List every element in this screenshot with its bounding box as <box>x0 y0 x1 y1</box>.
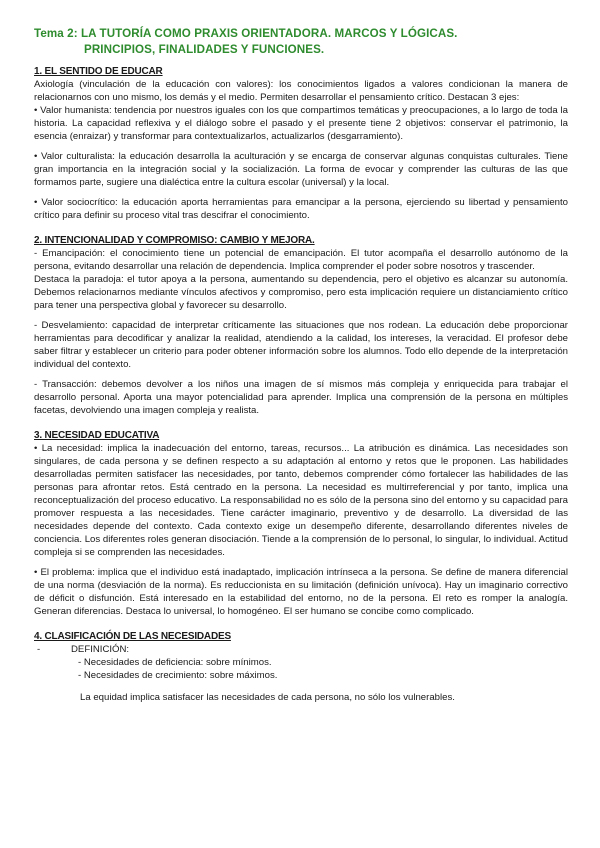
section-heading-3: 3. NECESIDAD EDUCATIVA <box>34 430 160 441</box>
document-body <box>34 65 568 704</box>
section-3-problem: • El problema: implica que el individuo está inadaptado, implicación intrínseca a la persona. Se define de manera diferencial de una norma (desviación de la norma). Es reduccionista en su limitación (definición unívoca). Hay un imaginario correctivo de déficit o disfunción. Está interesado en la estabilidad del entorno, no de la persona. El reto es romper la analogía. Generan diferencias. Destaca lo universal, lo homogéneo. El ser humano se concibe como complicado. <box>34 567 568 617</box>
section-1-culturalist: • Valor culturalista: la educación desarrolla la aculturación y se encarga de conservar algunas conquistas culturales. Tiene gran importancia en la integración social y la socialización. La forma de evocar y comprender las culturas de las que formamos parte, sugiere una dialéctica entre la cultura escolar (universal) y la local. <box>34 151 568 188</box>
definition-list <box>34 643 568 682</box>
list-dash: - <box>37 644 41 655</box>
section-2-paradox: Destaca la paradoja: el tutor apoya a la persona, aumentando su dependencia, pero el objetivo es alcanzar su autonomía. Debemos relacionarnos mediante vínculos afectivos y compromiso, pero esta implicación requiere un distanciamiento crítico para tener una perspectiva global y favorecer su desarrollo. <box>34 274 568 311</box>
title-line-2: PRINCIPIOS, FINALIDADES Y FUNCIONES. <box>84 43 325 56</box>
section-2-unveiling: - Desvelamiento: capacidad de interpretar críticamente las situaciones que nos rodean. La educación debe proporcionar herramientas para decodificar y analizar la realidad, atendiendo a la calidad, los intereses, la veracidad. El profesor debe saber filtrar y establecer un criterio para poder obtener información sobre los alumnos. Todo ello depende de la interpretación individual del contexto. <box>34 320 568 370</box>
title-line-1: Tema 2: LA TUTORÍA COMO PRAXIS ORIENTADORA. MARCOS Y LÓGICAS. <box>34 27 458 40</box>
section-1-sociocritical: • Valor sociocrítico: la educación aporta herramientas para emancipar a la persona, ejerciendo su libertad y pensamiento crítico para definir su proceso vital tras descifrar el conocimiento. <box>34 197 568 221</box>
section-1-intro: Axiología (vinculación de la educación con valores): los conocimientos ligados a valores condicionan la manera de relacionarnos con uno mismo, los demás y el medio. Permiten desarrollar el pensamiento crítico. Destacan 3 ejes: <box>34 79 568 103</box>
list-item-growth: - Necesidades de crecimiento: sobre máximos. <box>78 670 278 681</box>
section-2-transaction: - Transacción: debemos devolver a los niños una imagen de sí mismos más compleja y enriquecida para trabajar el desarrollo personal. Aporta una mayor potencialidad para aprender. Implica una comprensión de la persona en múltiples facetas, devolviendo una imagen compleja y realista. <box>34 379 568 416</box>
section-heading-2: 2. INTENCIONALIDAD Y COMPROMISO: CAMBIO Y MEJORA. <box>34 235 315 246</box>
section-2-emancipation: - Emancipación: el conocimiento tiene un potencial de emancipación. El tutor acompaña el desarrollo autónomo de la persona, evitando desarrollar una relación de dependencia. Implica comprender el poder sobre nosotros y trascender. <box>34 248 568 272</box>
section-heading-1: 1. EL SENTIDO DE EDUCAR <box>34 66 163 77</box>
equity-note: La equidad implica satisfacer las necesidades de cada persona, no sólo los vulnerables. <box>80 692 455 703</box>
document-title <box>34 26 574 58</box>
definition-label: DEFINICIÓN: <box>71 644 130 655</box>
list-item-deficiency: - Necesidades de deficiencia: sobre mínimos. <box>78 657 272 668</box>
section-1-humanist: • Valor humanista: tendencia por nuestros iguales con los que compartimos temáticas y preocupaciones, a lo largo de toda la historia. La capacidad reflexiva y el diálogo sobre el pasado y el presente tiene 2 objetivos: conservar el patrimonio, la esencia (enraizar) y transformar para contextualizarlos, actualizarlos (desgarramiento). <box>34 105 568 142</box>
section-3-need: • La necesidad: implica la inadecuación del entorno, tareas, recursos... La atribución es dinámica. Las necesidades son singulares, de cada persona y se definen respecto a su adaptación al entorno y retos que le proponen. Las habilidades desarrolladas permiten satisfacer las necesidades, por tanto, debemos comprender cómo fortalecer las habilidades de las personas para afrontar retos. Está centrado en la persona. La necesidad es multirreferencial y por tanto, implica una reconceptualización del proceso educativo. La responsabilidad no es sólo de la persona sino del entorno y su capacidad para promover respuesta a las necesidades. Tiene carácter imaginario, preventivo y de desarrollo. La diversidad de las necesidades depende del contexto. Cada contexto exige un desempeño diferente, desarrollando diferentes niveles de conciencia. Los diferentes roles generan disociación. Tiende a la comprensión de lo personal, lo singular, lo individual. Actitud compleja si se comprenden las necesidades. <box>34 443 568 558</box>
section-heading-4: 4. CLASIFICACIÓN DE LAS NECESIDADES <box>34 631 231 642</box>
definition-row <box>34 643 568 656</box>
